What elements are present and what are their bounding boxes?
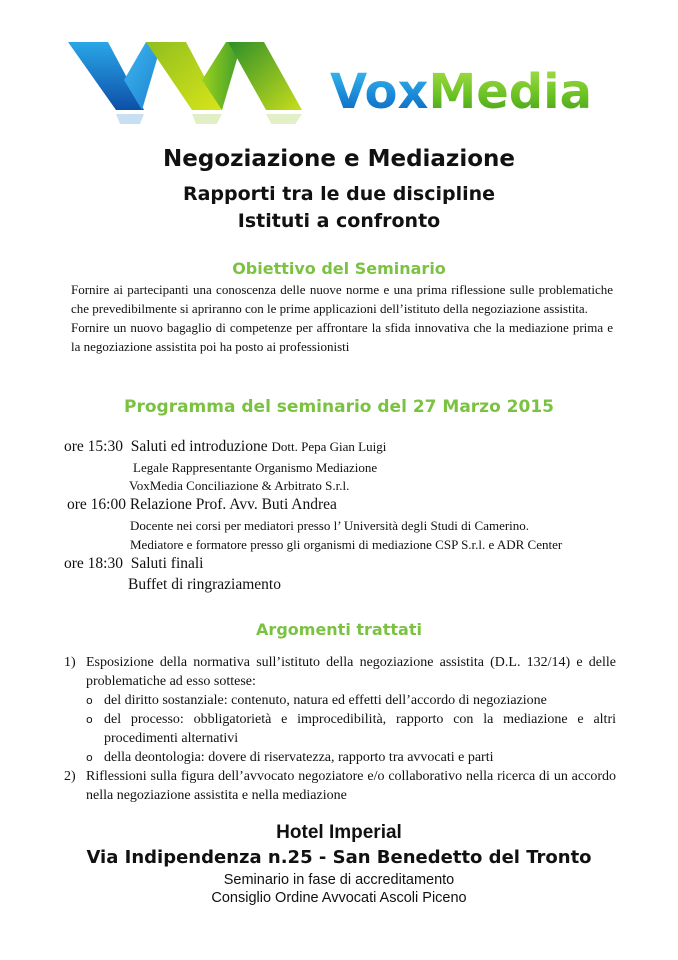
topic-subitem: [64, 748, 616, 767]
topic-item: [64, 653, 616, 691]
program-detail: VoxMedia Conciliazione & Arbitrato S.r.l.: [129, 478, 350, 493]
bar-council-note: Consiglio Ordine Avvocati Ascoli Piceno: [211, 890, 467, 906]
bullet-circle-icon: o: [86, 751, 93, 764]
venue-address: Via Indipendenza n.25 - San Benedetto del Tronto: [86, 847, 592, 868]
subitem-text: del diritto sostanziale: contenuto, natura ed effetti dell’accordo di negoziazione: [104, 693, 547, 708]
objective-text: [71, 280, 613, 356]
topic-item: [64, 767, 616, 805]
objective-paragraph: Fornire un nuovo bagaglio di competenze per affrontare la sfida innovativa che la mediazione prima e la negoziazione assistita poi ha posto ai professionisti: [71, 320, 613, 354]
subitem-text: della deontologia: dovere di riservatezza, rapporto tra avvocati e parti: [104, 750, 494, 765]
program-title: Saluti finali: [130, 555, 204, 572]
bullet-circle-icon: o: [86, 694, 93, 707]
program-item: [67, 496, 337, 514]
vm-ribbon-logo-icon: [66, 34, 316, 124]
program-detail: Docente nei corsi per mediatori presso l’ Università degli Studi di Camerino.: [130, 518, 530, 533]
topic-text: Esposizione della normativa sull’istituto della negoziazione assistita (D.L. 132/14) e delle problematiche ad esso sottese:: [86, 655, 616, 689]
logo-wordmark: [330, 64, 592, 120]
program-title: Saluti ed introduzione: [130, 438, 268, 455]
bullet-circle-icon: o: [86, 713, 93, 726]
topic-number: 1): [64, 655, 76, 670]
program-detail: Legale Rappresentante Organismo Mediazione: [133, 460, 378, 475]
topic-subitem: [64, 710, 616, 748]
program-item: [64, 438, 386, 456]
program-time: ore 15:30: [64, 438, 123, 455]
program-item: [64, 555, 204, 573]
program-detail: Buffet di ringraziamento: [128, 576, 281, 593]
program-time: ore 16:00: [67, 496, 126, 513]
logo-text-media: Media: [428, 64, 592, 120]
voxmedia-logo: [66, 34, 626, 124]
program-detail: Mediatore e formatore presso gli organismi di mediazione CSP S.r.l. e ADR Center: [130, 537, 563, 552]
topic-text: Riflessioni sulla figura dell’avvocato negoziatore e/o collaborativo nella ricerca di un accordo nella negoziazione assistita e nella mediazione: [86, 769, 616, 803]
venue-name: Hotel Imperial: [276, 822, 402, 843]
accreditation-note: Seminario in fase di accreditamento: [223, 872, 455, 888]
objective-paragraph: Fornire ai partecipanti una conoscenza delle nuove norme e una prima riflessione sulle problematiche che prevedibilmente si apriranno con le prime applicazioni dell’istituto della negoziazione assistita.: [71, 282, 613, 316]
logo-text-vox: Vox: [330, 64, 429, 120]
subitem-text: del processo: obbligatorietà e improcedibilità, rapporto con la mediazione e altri procedimenti alternativi: [104, 712, 616, 746]
subtitle-1: Rapporti tra le due discipline: [182, 183, 496, 205]
program-time: ore 18:30: [64, 555, 123, 572]
topics-heading: Argomenti trattati: [256, 620, 422, 639]
main-title: Negoziazione e Mediazione: [163, 146, 515, 172]
program-speaker: Dott. Pepa Gian Luigi: [271, 439, 387, 454]
program-heading: Programma del seminario del 27 Marzo 2015: [124, 397, 554, 417]
topic-number: 2): [64, 769, 76, 784]
program-title: Relazione Prof. Avv. Buti Andrea: [129, 496, 337, 513]
topics-list: [64, 653, 616, 805]
subtitle-2: Istituti a confronto: [237, 210, 441, 232]
objective-heading: Obiettivo del Seminario: [232, 259, 446, 278]
topic-subitem: [64, 691, 616, 710]
